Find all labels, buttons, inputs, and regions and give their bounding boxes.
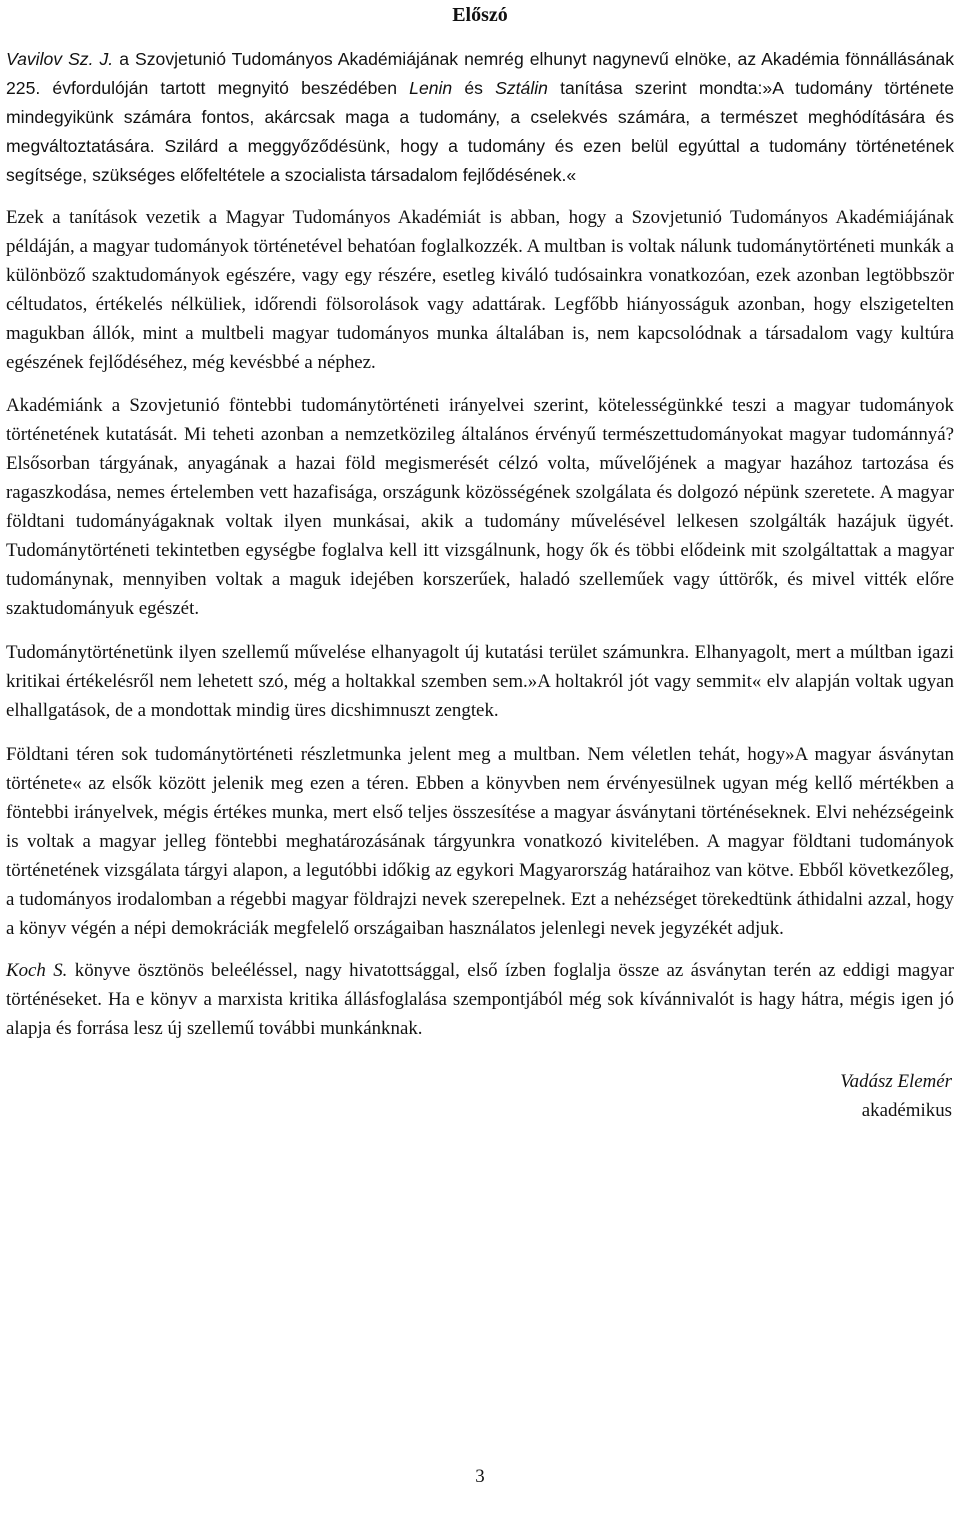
paragraph-1-text-a: a Szovjetunió Tudományos Akadémiájának nemrég elhunyt nagynevű elnöke, az Akadémia fönnállásának 225. évfordulóján tartott megnyitó beszédében [6,49,954,98]
paragraph-1-text-b: és [452,78,496,98]
document-page [6,0,954,1125]
paragraph-4: Tudománytörténetünk ilyen szellemű művelése elhanyagolt új kutatási terület számunkra. Elhanyagolt, mert a múltban igazi kritikai értékelésről nem lehetett szó, még a holtakkal szemben sem.»A holtakról jót vagy semmit« elv alapján voltak ugyan elhallgatások, de a mondottak mindig üres dicshimnuszt zengtek. [6,642,954,721]
page-number: 3 [475,1466,485,1487]
author-name-vavilov: Vavilov Sz. J. [6,49,114,69]
signature-name: Vadász Elemér [840,1071,952,1092]
paragraph-1-text-c: tanítása szerint mondta:»A tudomány története mindegyikünk számára fontos, akárcsak maga a tudomány, a cselekvés számára, a természet meghódítására és megváltoztatására. Szilárd a meggyőződésünk, hogy a tudomány és ezen belül egyúttal a tudomány történetének segítsége, szükséges előfeltétele a szocialista társadalom fejlődésének.« [6,78,954,185]
signature-block [6,1067,954,1125]
author-name-lenin: Lenin [409,78,453,98]
paragraph-1 [6,45,954,190]
paragraph-2: Ezek a tanítások vezetik a Magyar Tudományos Akadémiát is abban, hogy a Szovjetunió Tudományos Akadémiájának példáján, a magyar tudományok történetével behatóan foglalkozzék. A multban is voltak nálunk tudománytörténeti munkák a különböző szaktudományok egészére, vagy egy részére, esetleg kiváló tudósainkra vonatkozóan, ezek azonban legtöbbször céltudatos, értékelés nélküliek, időrendi fölsorolások vagy adattárak. Legfőbb hiányosságuk azonban, hogy elszigetelten magukban állók, mint a multbeli magyar tudományos munka általában is, nem kapcsolódnak a társadalom vagy kultúra egészének fejlődéséhez, még kevésbbé a néphez. [6,207,954,373]
author-name-sztalin: Sztálin [495,78,548,98]
page-title: Előszó [452,4,508,26]
paragraph-3: Akadémiánk a Szovjetunió föntebbi tudománytörténeti irányelvei szerint, kötelességünkké teszi a magyar tudományok történetének kutatását. Mi teheti azonban a nemzetközileg általános érvényű természettudományokat magyar tudománnyá? Elsősorban tárgyának, anyagának a hazai föld megismerését célzó volta, művelőjének a magyar hazához tartozása és ragaszkodása, nemes értelemben vett hazafisága, országunk közösségének szolgálata és dolgozó népünk szeretete. A magyar földtani tudományágaknak voltak ilyen munkásai, akik a tudomány művelésével lelkesen szolgálták hazájuk ügyét. Tudománytörténeti tekintetben egységbe foglalva kell itt vizsgálnunk, hogy ők és többi elődeink mit szolgáltattak a magyar tudománynak, mennyiben voltak a maguk idejében korszerűek, haladó szelleműek vagy úttörők, és mivel vitték előre szaktudományuk egészét. [6,395,954,619]
paragraph-5: Földtani téren sok tudománytörténeti részletmunka jelent meg a multban. Nem véletlen tehát, hogy»A magyar ásványtan története« az elsők között jelenik meg ezen a téren. Ebben a könyvben nem érvényesülnek ugyan még kellő mértékben a föntebbi irányelvek, mégis értékes munka, mert első teljes összesítése a magyar ásványtani történéseknek. Elvi nehézségeink is voltak a magyar jelleg föntebbi meghatározásának tárgyunkra vonatkozó kivitelében. A magyar földtani tudományok történetének vizsgálata tárgyi alapon, a legutóbbi időkig az egykori Magyarország határaihoz van kötve. Ebből következőleg, a tudományos irodalomban a régebbi magyar földrajzi nevek szerepelnek. Ezt a nehézséget törekedtünk áthidalni azzal, hogy a könyv végén a népi demokráciák megfelelő országaiban használatos jelenlegi nevek jegyzékét adjuk. [6,744,954,939]
paragraph-6 [6,956,954,1043]
paragraph-6-text: könyve ösztönös beleéléssel, nagy hivatottsággal, első ízben foglalja össze az ásványtan terén az eddigi magyar történéseket. Ha e könyv a marxista kritika állásfoglalása szempontjából még sok kívánnivalót is hagy hátra, mégis igen jó alapja és forrása lesz új szellemű további munkánknak. [6,960,954,1039]
signature-role: akadémikus [861,1100,952,1121]
author-name-koch: Koch S. [6,960,68,981]
